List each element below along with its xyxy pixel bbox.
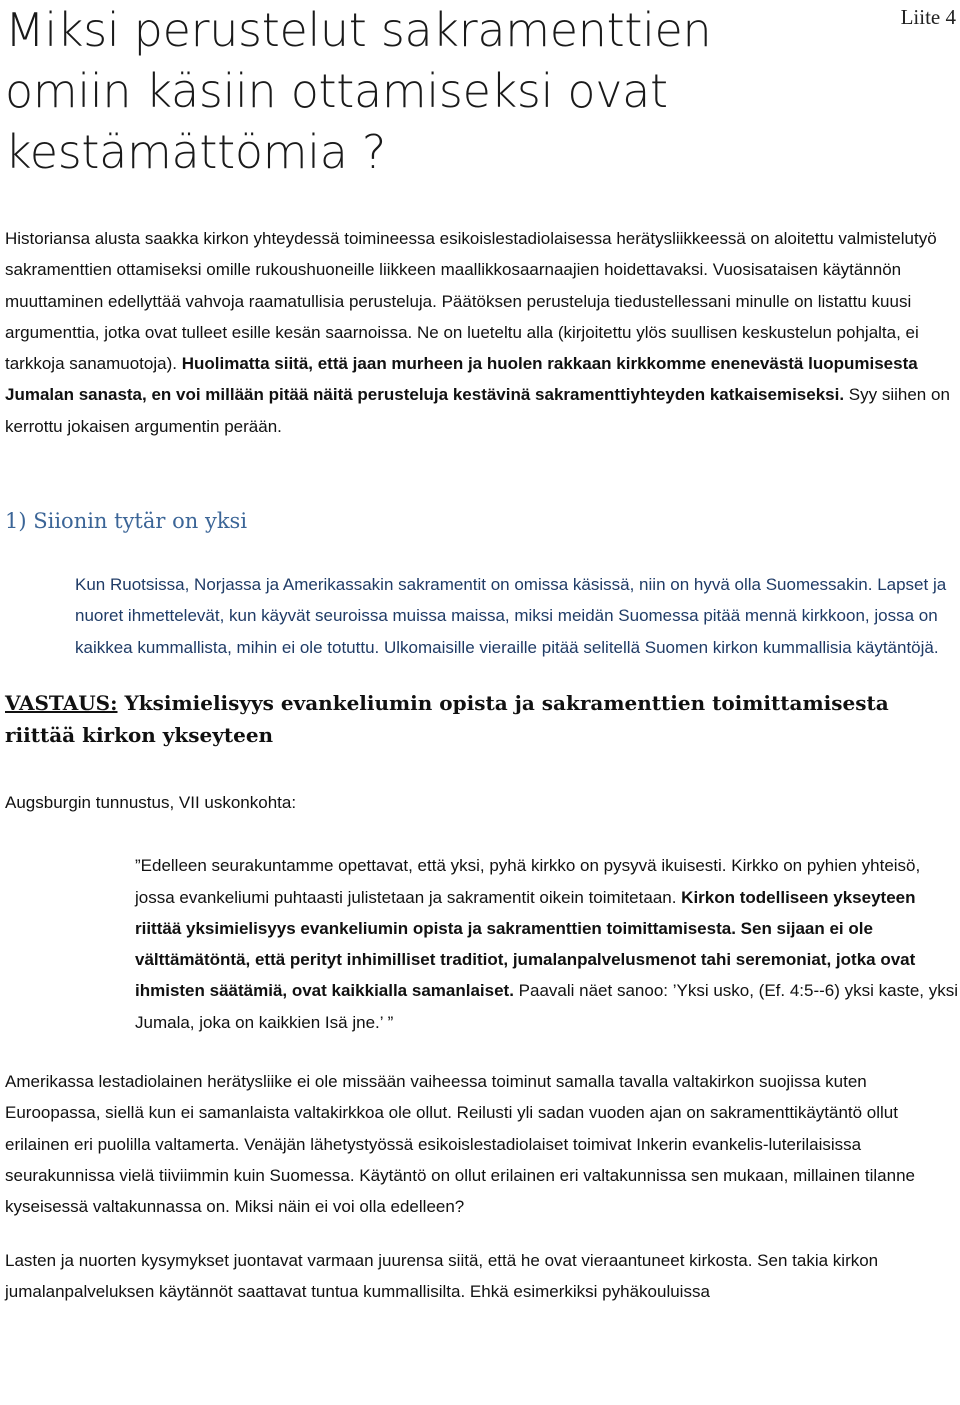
quote-sentence-1: ”Edelleen seurakuntamme opettavat, että yksi, pyhä kirkko on pysyvä ikuisesti. bbox=[135, 856, 727, 876]
page-title: Miksi perustelut sakramenttien omiin käsiin ottamiseksi ovat kestämättömia ? bbox=[5, 3, 712, 179]
argument-claim bbox=[75, 569, 958, 663]
body-paragraph-final: Lasten ja nuorten kysymykset juontavat varmaan juurensa siitä, että he ovat vieraantuneet kirkosta. Sen takia kirkon jumalanpalveluksen käytännöt saattavat tuntua kummallisilta. Ehkä esimerkiksi pyhäkouluissa bbox=[5, 1250, 879, 1301]
answer-prefix: VASTAUS: bbox=[5, 690, 118, 715]
appendix-label: Liite 4 bbox=[900, 5, 956, 29]
intro-sentence-4: Ne on lueteltu alla (kirjoitettu ylös suullisen keskustelun pohjalta, ei tarkkoja sanamuotoja). bbox=[5, 322, 919, 374]
title-row bbox=[5, 0, 958, 183]
answer-text: Yksimielisyys evankeliumin opista ja sakramenttien toimittamisesta riittää kirkon ykseyteen bbox=[5, 690, 889, 747]
answer-heading bbox=[5, 687, 958, 751]
claim-sentence-2: Lapset ja nuoret ihmettelevät, kun käyvät seuroissa muissa maissa, miksi meidän Suomessa pitää mennä kirkkoon, jossa on kaikkea kummallista, mihin ei ole totuttu. bbox=[75, 575, 947, 657]
intro-paragraph bbox=[5, 223, 958, 442]
claim-sentence-1: Kun Ruotsissa, Norjassa ja Amerikassakin sakramentit on omissa käsissä, niin on hyvä olla Suomessakin. bbox=[75, 575, 873, 595]
intro-sentence-1: Historiansa alusta saakka kirkon yhteydessä toimineessa esikoislestadiolaisessa herätysliikkeessä on aloitettu valmistelutyö sakramenttien ottamiseksi omille rukoushuoneille liikkeen maallikkosaarnaajien hoidettavaksi. bbox=[5, 229, 937, 280]
confession-source: Augsburgin tunnustus, VII uskonkohta: bbox=[5, 792, 297, 812]
quote-sentence-2: Kirkko on pyhien yhteisö, jossa evankeliumi puhtaasti julistetaan ja sakramentit oikein toimitetaan. bbox=[135, 856, 921, 907]
section-heading-1: 1) Siionin tytär on yksi bbox=[5, 509, 248, 534]
quote-sentence-4: Paavali näet sanoo: ’Yksi usko, (Ef. 4:5--6) yksi kaste, yksi Jumala, joka on kaikkien Isä jne.’ ” bbox=[135, 981, 959, 1032]
claim-sentence-3: Ulkomaisille vieraille pitää selitellä Suomen kirkon kummallisia käytäntöjä. bbox=[379, 637, 939, 657]
body-paragraph: Amerikassa lestadiolainen herätysliike ei ole missään vaiheessa toiminut samalla tavalla valtakirkon suojissa kuten Euroopassa, siellä kun ei samanlaista valtakirkkoa ole ollut. Reilusti yli sadan vuoden ajan on sakramenttikäytäntö ollut erilainen eri puolilla valtamerta. Venäjän lähetystyössä esikoislestadiolaiset toimivat Inkerin evankelis-luterilaisissa seurakunnissa vielä tiiviimmin kuin Suomessa. Käytäntö on ollut erilainen eri valtakunnissa sen mukaan, millainen tilanne kyseisessä valtakunnassa on. Miksi näin ei voi olla edelleen? bbox=[5, 1072, 915, 1217]
quote-sentence-3-bold: Kirkon todelliseen ykseyteen riittää yksimielisyys evankeliumin opista ja sakramenttien toimittamisesta. Sen sijaan ei ole välttämätöntä, että perityt inhimilliset traditiot, jumalanpalvelusmenot tahi seremoniat, jotka ovat ihmisten säätämiä, ovat kaikkialla samanlaiset. bbox=[135, 887, 916, 1001]
intro-sentence-6: Syy siihen on kerrottu jokaisen argumentin perään. bbox=[5, 385, 950, 436]
intro-sentence-2: Vuosisataisen käytännön muuttaminen edellyttää vahvoja raamatullisia perusteluja. bbox=[5, 260, 902, 311]
intro-sentence-3: Päätöksen perusteluja tiedustellessani minulle on listattu kuusi argumenttia, jotka ovat tulleet esille kesän saarnoissa. bbox=[5, 291, 912, 342]
confession-quote bbox=[135, 850, 958, 1038]
intro-sentence-5-bold: Huolimatta siitä, että jaan murheen ja huolen rakkaan kirkkomme enenevästä luopumisesta Jumalan sanasta, en voi millään pitää näitä perusteluja kestävinä sakramenttiyhteyden katkaisemiseksi. bbox=[5, 354, 918, 405]
